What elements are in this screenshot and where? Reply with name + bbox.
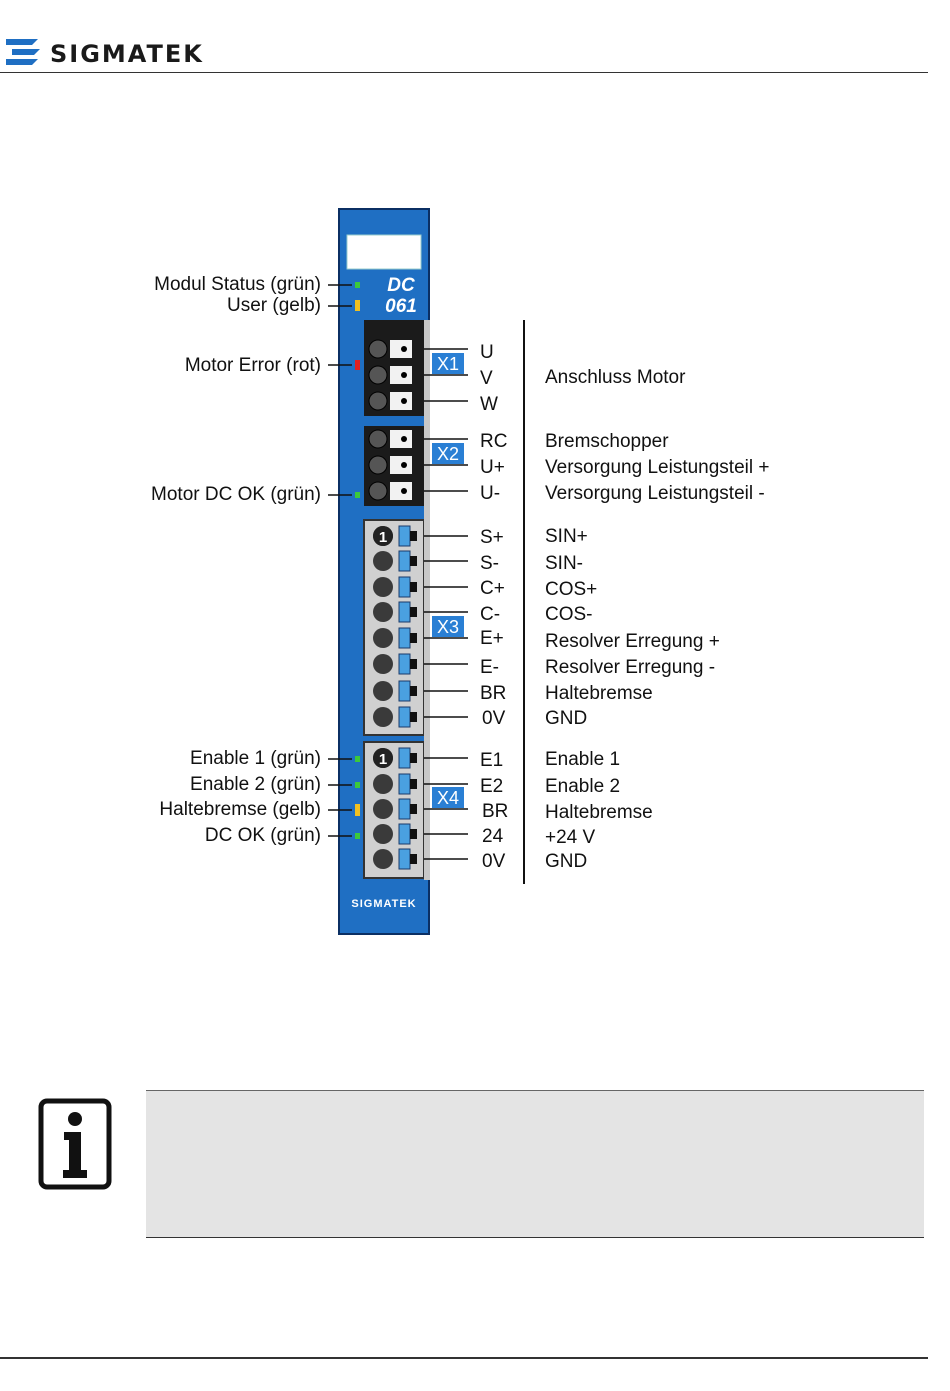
pin-name: RC <box>480 431 508 452</box>
pin-description: Resolver Erregung - <box>545 657 716 678</box>
pin-description: SIN+ <box>545 526 588 547</box>
led-label: DC OK (grün) <box>204 825 321 846</box>
pin-name: 0V <box>482 851 506 872</box>
led-motor-dc-ok <box>355 492 360 498</box>
led-user <box>355 300 360 311</box>
pin-description: Enable 2 <box>545 776 621 797</box>
pin-name: V <box>480 368 493 389</box>
pin-description: COS+ <box>545 579 598 600</box>
pin-description: Haltebremse <box>545 683 653 704</box>
connector-x1-id: X1 <box>436 354 460 374</box>
pin-description: GND <box>545 851 588 872</box>
pin-name: C+ <box>480 578 505 599</box>
footer-divider <box>0 1357 928 1359</box>
pin-description: Resolver Erregung + <box>545 631 720 652</box>
power-pin <box>369 392 412 410</box>
pin-name: 0V <box>482 708 506 729</box>
module-footer-brand: SIGMATEK <box>351 898 417 910</box>
connector-x3-id: X3 <box>436 617 460 637</box>
pin-description: Enable 1 <box>545 749 621 770</box>
pin-description: SIN- <box>545 553 583 574</box>
led-label: Enable 1 (grün) <box>190 748 321 769</box>
pin-name: BR <box>480 683 507 704</box>
connector-x4-id: X4 <box>436 788 460 808</box>
pin-name: E1 <box>480 750 504 771</box>
power-pin <box>369 456 412 474</box>
pin-description: Bremschopper <box>545 431 669 452</box>
pin-description: Haltebremse <box>545 802 653 823</box>
led-enable-1 <box>355 756 360 762</box>
module-model-line1: DC <box>387 275 415 296</box>
pin-name: E2 <box>480 776 504 797</box>
led-label: Enable 2 (grün) <box>190 774 321 795</box>
led-label: User (gelb) <box>227 295 321 316</box>
pin-name: W <box>480 394 498 415</box>
pin-name: S+ <box>480 527 504 548</box>
pin-name: U+ <box>480 457 505 478</box>
led-haltebremse <box>355 804 360 816</box>
brand-name: SIGMATEK <box>50 40 204 68</box>
connector-x2-id: X2 <box>436 444 460 464</box>
power-pin <box>369 340 412 358</box>
led-label: Haltebremse (gelb) <box>159 799 321 820</box>
led-motor-error <box>355 360 360 370</box>
pin-name: C- <box>480 604 501 625</box>
pin-name: E+ <box>480 628 504 649</box>
led-label: Modul Status (grün) <box>154 274 321 295</box>
pin-description: Anschluss Motor <box>545 367 686 388</box>
module-label-window <box>347 235 421 269</box>
led-label: Motor Error (rot) <box>184 355 321 376</box>
connector-x3-housing <box>364 520 424 735</box>
pin-description: +24 V <box>545 827 596 848</box>
pin-description: Versorgung Leistungsteil + <box>545 457 770 478</box>
pin-description: Versorgung Leistungsteil - <box>545 483 765 504</box>
pin-name: E- <box>480 657 499 678</box>
led-dc-ok <box>355 833 360 839</box>
info-icon <box>38 1098 112 1190</box>
led-enable-2 <box>355 782 360 788</box>
led-label: Motor DC OK (grün) <box>151 484 321 505</box>
pin-name: S- <box>480 553 499 574</box>
pin-name: U- <box>480 483 501 504</box>
module-side-strip <box>424 320 430 880</box>
info-note-box <box>146 1090 924 1238</box>
pin-one-label-x4: 1 <box>378 751 388 768</box>
power-pin <box>369 430 412 448</box>
pin-name: BR <box>482 801 509 822</box>
pin-description: COS- <box>545 604 593 625</box>
led-modul-status <box>355 282 360 288</box>
power-pin <box>369 482 412 500</box>
power-pin <box>369 366 412 384</box>
pin-name: U <box>480 342 494 363</box>
module-model-line2: 061 <box>385 296 417 317</box>
pin-description: GND <box>545 708 588 729</box>
pin-one-label-x3: 1 <box>378 529 388 546</box>
pin-name: 24 <box>482 826 504 847</box>
pin-leader-lines <box>424 349 468 859</box>
